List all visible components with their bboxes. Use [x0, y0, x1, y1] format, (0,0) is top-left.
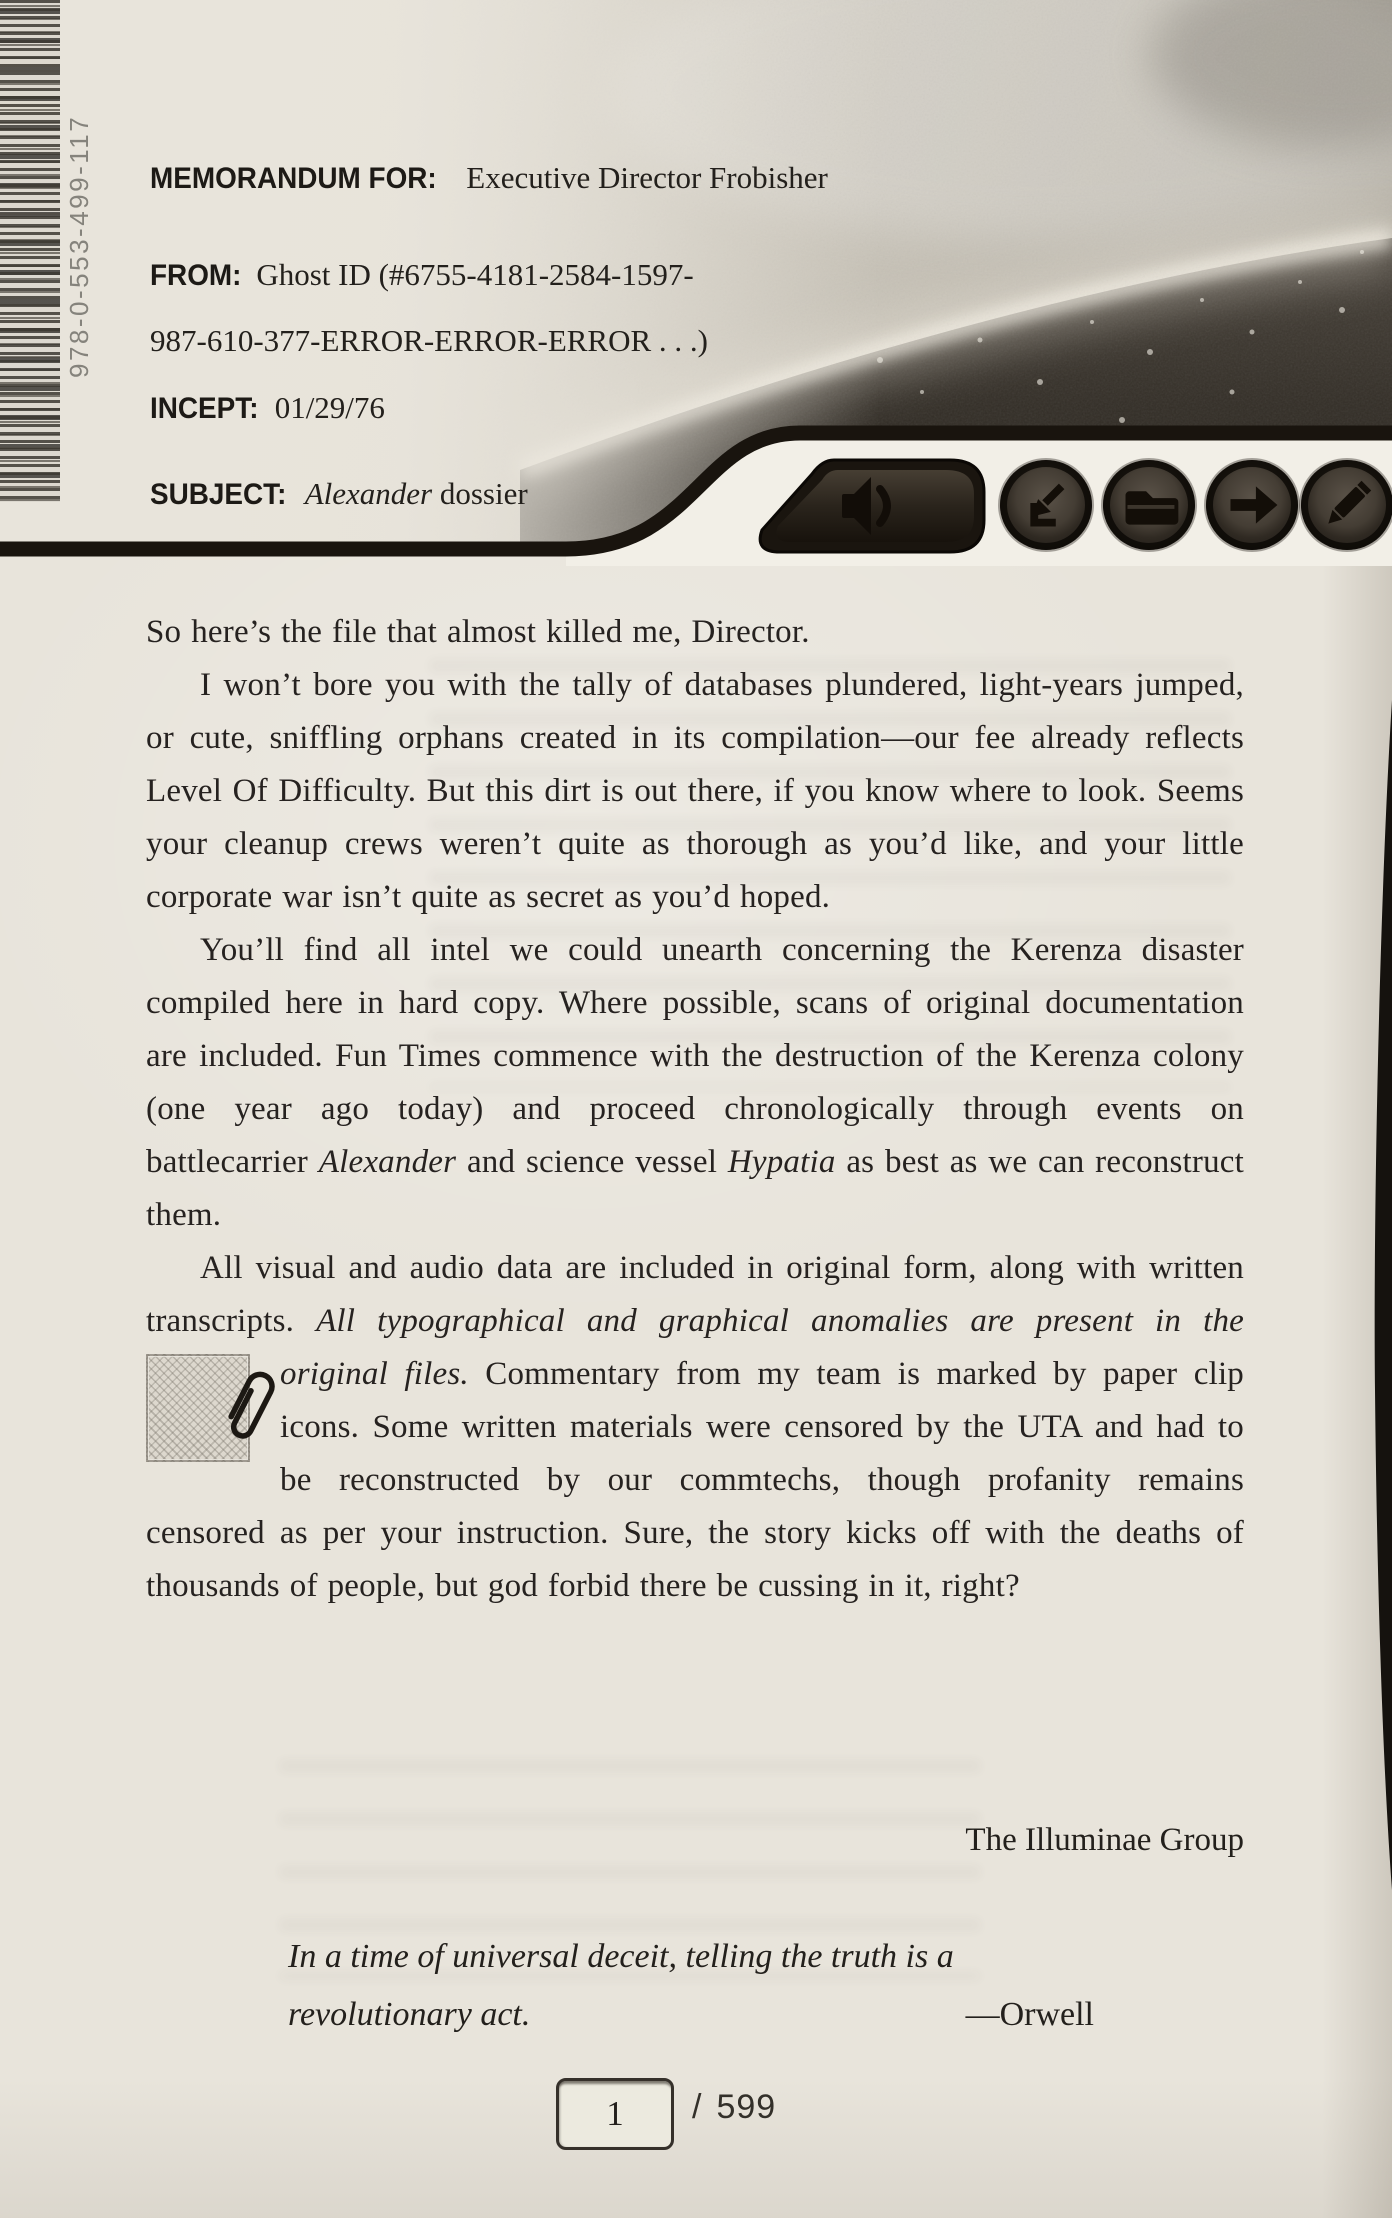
- isbn-number: 978-0-553-499-117: [64, 114, 94, 378]
- memo-for-label: MEMORANDUM FOR:: [150, 162, 437, 195]
- memo-incept-label: INCEPT:: [150, 392, 259, 425]
- memo-from-value-line2: 987-610-377-ERROR-ERROR-ERROR . . .): [150, 323, 708, 358]
- memo-subject-label: SUBJECT:: [150, 478, 287, 511]
- ship-name-alexander: Alexander: [318, 1144, 457, 1180]
- import-arrow-icon: [1000, 460, 1092, 550]
- paragraph-4-text: All visual and audio data are included in original form, along with written transcripts.: [146, 1250, 1244, 1339]
- paragraph-4-text: Commentary from my team is: [468, 1356, 937, 1392]
- paragraph-3-text: You’ll find all intel we could unearth concerning the Kerenza disaster compiled here in hard copy. Where possible, scans of original documentation are included. Fun Times commence with the destruction of the Kerenza colony (one year ago today) and proceed chronologically through events on battlecarrier: [146, 932, 1244, 1180]
- audio-speaker-button[interactable]: [750, 452, 992, 560]
- paragraph-4-italic-note: All typographical and graphical anomalies are present in the original files.: [280, 1303, 1244, 1392]
- arrow-right-icon: [1206, 460, 1298, 550]
- paperclip-commentary-icon: [146, 1354, 250, 1462]
- memo-from-line: [150, 245, 708, 371]
- page-edge-shadow: [1370, 690, 1392, 1920]
- memo-for-line: [150, 160, 828, 196]
- ship-name-hypatia: Hypatia: [727, 1144, 836, 1180]
- letter-body: [146, 606, 1244, 1613]
- pencil-icon: [1301, 460, 1392, 550]
- memo-from-label: FROM:: [150, 259, 242, 292]
- quote-line-2: revolutionary act.: [288, 1996, 531, 2033]
- folder-button[interactable]: [1103, 460, 1195, 550]
- barcode: [0, 0, 60, 502]
- memo-for-value: Executive Director Frobisher: [466, 160, 828, 195]
- quote-attribution: —Orwell: [965, 1996, 1094, 2033]
- paragraph-3: [146, 924, 1244, 1242]
- page-separator: /: [692, 2088, 703, 2126]
- paragraph-1: So here’s the file that almost killed me, Director.: [146, 614, 810, 650]
- forward-button[interactable]: [1206, 460, 1298, 550]
- memo-incept-value: 01/29/76: [274, 390, 385, 425]
- memo-from-value-line1: Ghost ID (#6755-4181-2584-1597-: [256, 257, 694, 292]
- folder-icon: [1103, 460, 1195, 550]
- import-button[interactable]: [1000, 460, 1092, 550]
- memo-subject-rest: dossier: [432, 476, 528, 511]
- page-total-value: 599: [716, 2088, 777, 2126]
- memo-subject-line: [150, 476, 528, 512]
- quote-line-1: In a time of universal deceit, telling the truth is a: [288, 1938, 954, 1975]
- page-number-box[interactable]: 1: [556, 2078, 674, 2150]
- page-total: [692, 2088, 776, 2127]
- memo-incept-line: [150, 390, 385, 426]
- paragraph-4-text: marked by paper clip icons. Some written materials were censored by the UTA and had to be reconstructed by our commtechs, though profanity remains censored as per your instruction. Sure, the story kicks off with the deaths of thousands of people, but god forbid there be cussing in it, right?: [146, 1356, 1245, 1604]
- memo-subject-ship: Alexander: [304, 476, 433, 511]
- paragraph-3-text: and science vessel: [456, 1144, 728, 1180]
- orwell-quote: [288, 1928, 1094, 2044]
- edit-button[interactable]: [1301, 460, 1392, 550]
- paragraph-4: [146, 1242, 1244, 1613]
- paragraph-2: I won’t bore you with the tally of databases plundered, light-years jumped, or cute, sniffling orphans created in its compilation—our fee already reflects Level Of Difficulty. But this dirt is out there, if you know where to look. Seems your cleanup crews weren’t quite as thorough as you’d like, and your little corporate war isn’t quite as secret as you’d hoped.: [146, 667, 1244, 915]
- paragraph-3-text: as best as we can reconstruct them.: [146, 1144, 1244, 1233]
- speaker-icon: [750, 452, 992, 560]
- signature: The Illuminae Group: [965, 1822, 1244, 1858]
